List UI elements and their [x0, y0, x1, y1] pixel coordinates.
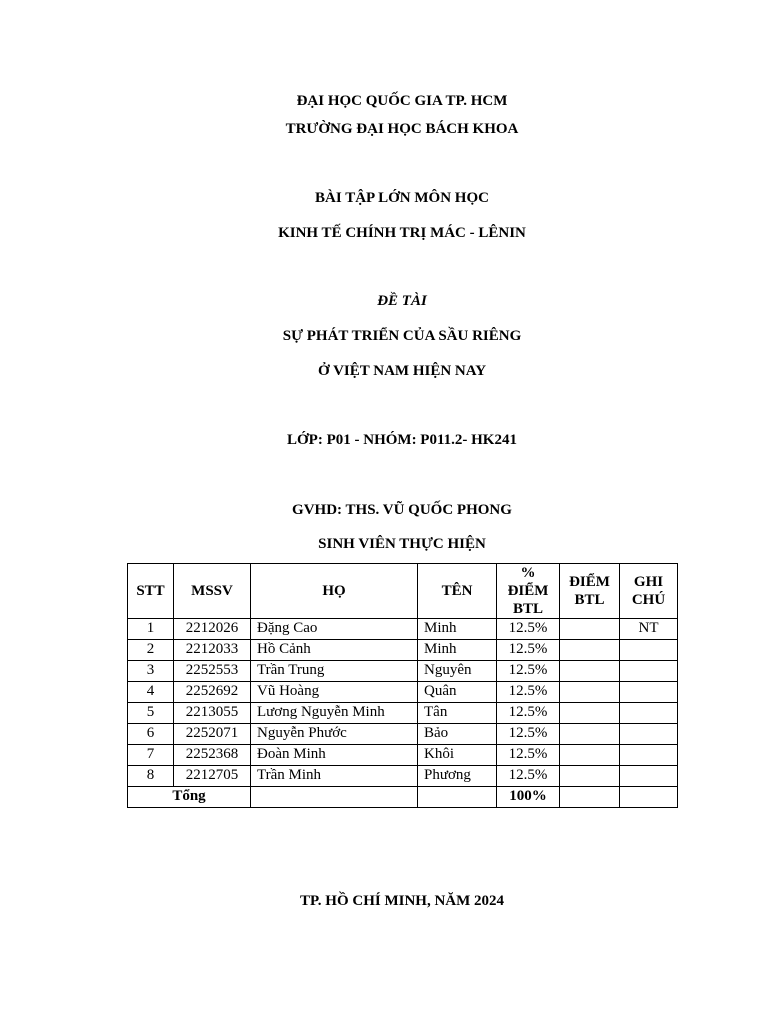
cell-note — [620, 682, 678, 703]
total-percent: 100% — [497, 787, 560, 808]
cell-ho: Đặng Cao — [251, 619, 418, 640]
header-ghichu-line2: CHÚ — [631, 592, 666, 608]
cell-ho: Vũ Hoàng — [251, 682, 418, 703]
cell-diem — [560, 661, 620, 682]
cell-ten: Minh — [418, 640, 497, 661]
school-name: TRƯỜNG ĐẠI HỌC BÁCH KHOA — [285, 121, 519, 137]
course-name: KINH TẾ CHÍNH TRỊ MÁC - LÊNIN — [278, 225, 526, 241]
header-percent — [497, 564, 560, 619]
cell-note — [620, 661, 678, 682]
cell-diem — [560, 766, 620, 787]
header-ten: TÊN — [418, 564, 497, 619]
cell-mssv: 2212705 — [174, 766, 251, 787]
table-row — [128, 682, 678, 703]
cell-ho: Nguyễn Phước — [251, 724, 418, 745]
header-percent-line1: % — [520, 565, 536, 581]
total-empty-ten — [418, 787, 497, 808]
cell-ten: Bảo — [418, 724, 497, 745]
cell-stt: 7 — [128, 745, 174, 766]
cell-note — [620, 640, 678, 661]
cell-stt: 2 — [128, 640, 174, 661]
header-diem — [560, 564, 620, 619]
header-mssv: MSSV — [174, 564, 251, 619]
cell-percent: 12.5% — [497, 724, 560, 745]
topic-label: ĐỀ TÀI — [377, 293, 427, 309]
topic-title-line2: Ở VIỆT NAM HIỆN NAY — [317, 363, 487, 379]
cell-note — [620, 703, 678, 724]
header-ghichu — [620, 564, 678, 619]
table-total-row — [128, 787, 678, 808]
cell-mssv: 2212026 — [174, 619, 251, 640]
cell-mssv: 2252553 — [174, 661, 251, 682]
cell-ho: Trần Minh — [251, 766, 418, 787]
topic-title-line1: SỰ PHÁT TRIỂN CỦA SẦU RIÊNG — [282, 328, 522, 344]
cell-mssv: 2212033 — [174, 640, 251, 661]
total-empty-diem — [560, 787, 620, 808]
cell-mssv: 2252071 — [174, 724, 251, 745]
cell-percent: 12.5% — [497, 703, 560, 724]
cell-note: NT — [620, 619, 678, 640]
cell-diem — [560, 703, 620, 724]
cell-percent: 12.5% — [497, 619, 560, 640]
cell-percent: 12.5% — [497, 661, 560, 682]
cell-mssv: 2252368 — [174, 745, 251, 766]
cell-diem — [560, 745, 620, 766]
cell-ten: Nguyên — [418, 661, 497, 682]
total-empty-ho — [251, 787, 418, 808]
table-row — [128, 619, 678, 640]
cell-stt: 6 — [128, 724, 174, 745]
cell-stt: 5 — [128, 703, 174, 724]
cell-percent: 12.5% — [497, 745, 560, 766]
cell-diem — [560, 724, 620, 745]
header-ho: HỌ — [251, 564, 418, 619]
cell-mssv: 2252692 — [174, 682, 251, 703]
class-info: LỚP: P01 - NHÓM: P011.2- HK241 — [287, 432, 517, 448]
total-label: Tổng — [128, 787, 251, 808]
header-stt: STT — [128, 564, 174, 619]
cell-diem — [560, 619, 620, 640]
cell-mssv: 2213055 — [174, 703, 251, 724]
cell-note — [620, 745, 678, 766]
cell-ten: Quân — [418, 682, 497, 703]
cell-note — [620, 724, 678, 745]
cell-ho: Lương Nguyễn Minh — [251, 703, 418, 724]
cell-stt: 1 — [128, 619, 174, 640]
table-row — [128, 745, 678, 766]
footer-location-year: TP. HỒ CHÍ MINH, NĂM 2024 — [299, 893, 505, 909]
students-heading: SINH VIÊN THỰC HIỆN — [318, 536, 486, 552]
university-name: ĐẠI HỌC QUỐC GIA TP. HCM — [296, 93, 508, 109]
cell-ho: Đoàn Minh — [251, 745, 418, 766]
table-row — [128, 661, 678, 682]
total-empty-note — [620, 787, 678, 808]
cell-ho: Trần Trung — [251, 661, 418, 682]
table-row — [128, 766, 678, 787]
header-percent-line2: ĐIỂM — [507, 583, 549, 599]
cell-percent: 12.5% — [497, 766, 560, 787]
cell-ten: Phương — [418, 766, 497, 787]
cell-stt: 8 — [128, 766, 174, 787]
student-table — [127, 563, 678, 808]
assignment-type: BÀI TẬP LỚN MÔN HỌC — [315, 190, 489, 206]
cell-percent: 12.5% — [497, 682, 560, 703]
cell-stt: 3 — [128, 661, 174, 682]
cell-ten: Khôi — [418, 745, 497, 766]
table-row — [128, 640, 678, 661]
cell-ten: Minh — [418, 619, 497, 640]
header-percent-line3: BTL — [512, 601, 543, 617]
cell-stt: 4 — [128, 682, 174, 703]
header-ghichu-line1: GHI — [633, 574, 664, 590]
header-diem-line2: BTL — [574, 592, 605, 608]
table-header-row — [128, 564, 678, 619]
cell-ho: Hồ Cảnh — [251, 640, 418, 661]
cell-diem — [560, 682, 620, 703]
cell-ten: Tân — [418, 703, 497, 724]
table-row — [128, 703, 678, 724]
cell-diem — [560, 640, 620, 661]
cell-percent: 12.5% — [497, 640, 560, 661]
table-row — [128, 724, 678, 745]
advisor: GVHD: THS. VŨ QUỐC PHONG — [292, 502, 512, 518]
cell-note — [620, 766, 678, 787]
header-diem-line1: ĐIỂM — [569, 574, 610, 590]
